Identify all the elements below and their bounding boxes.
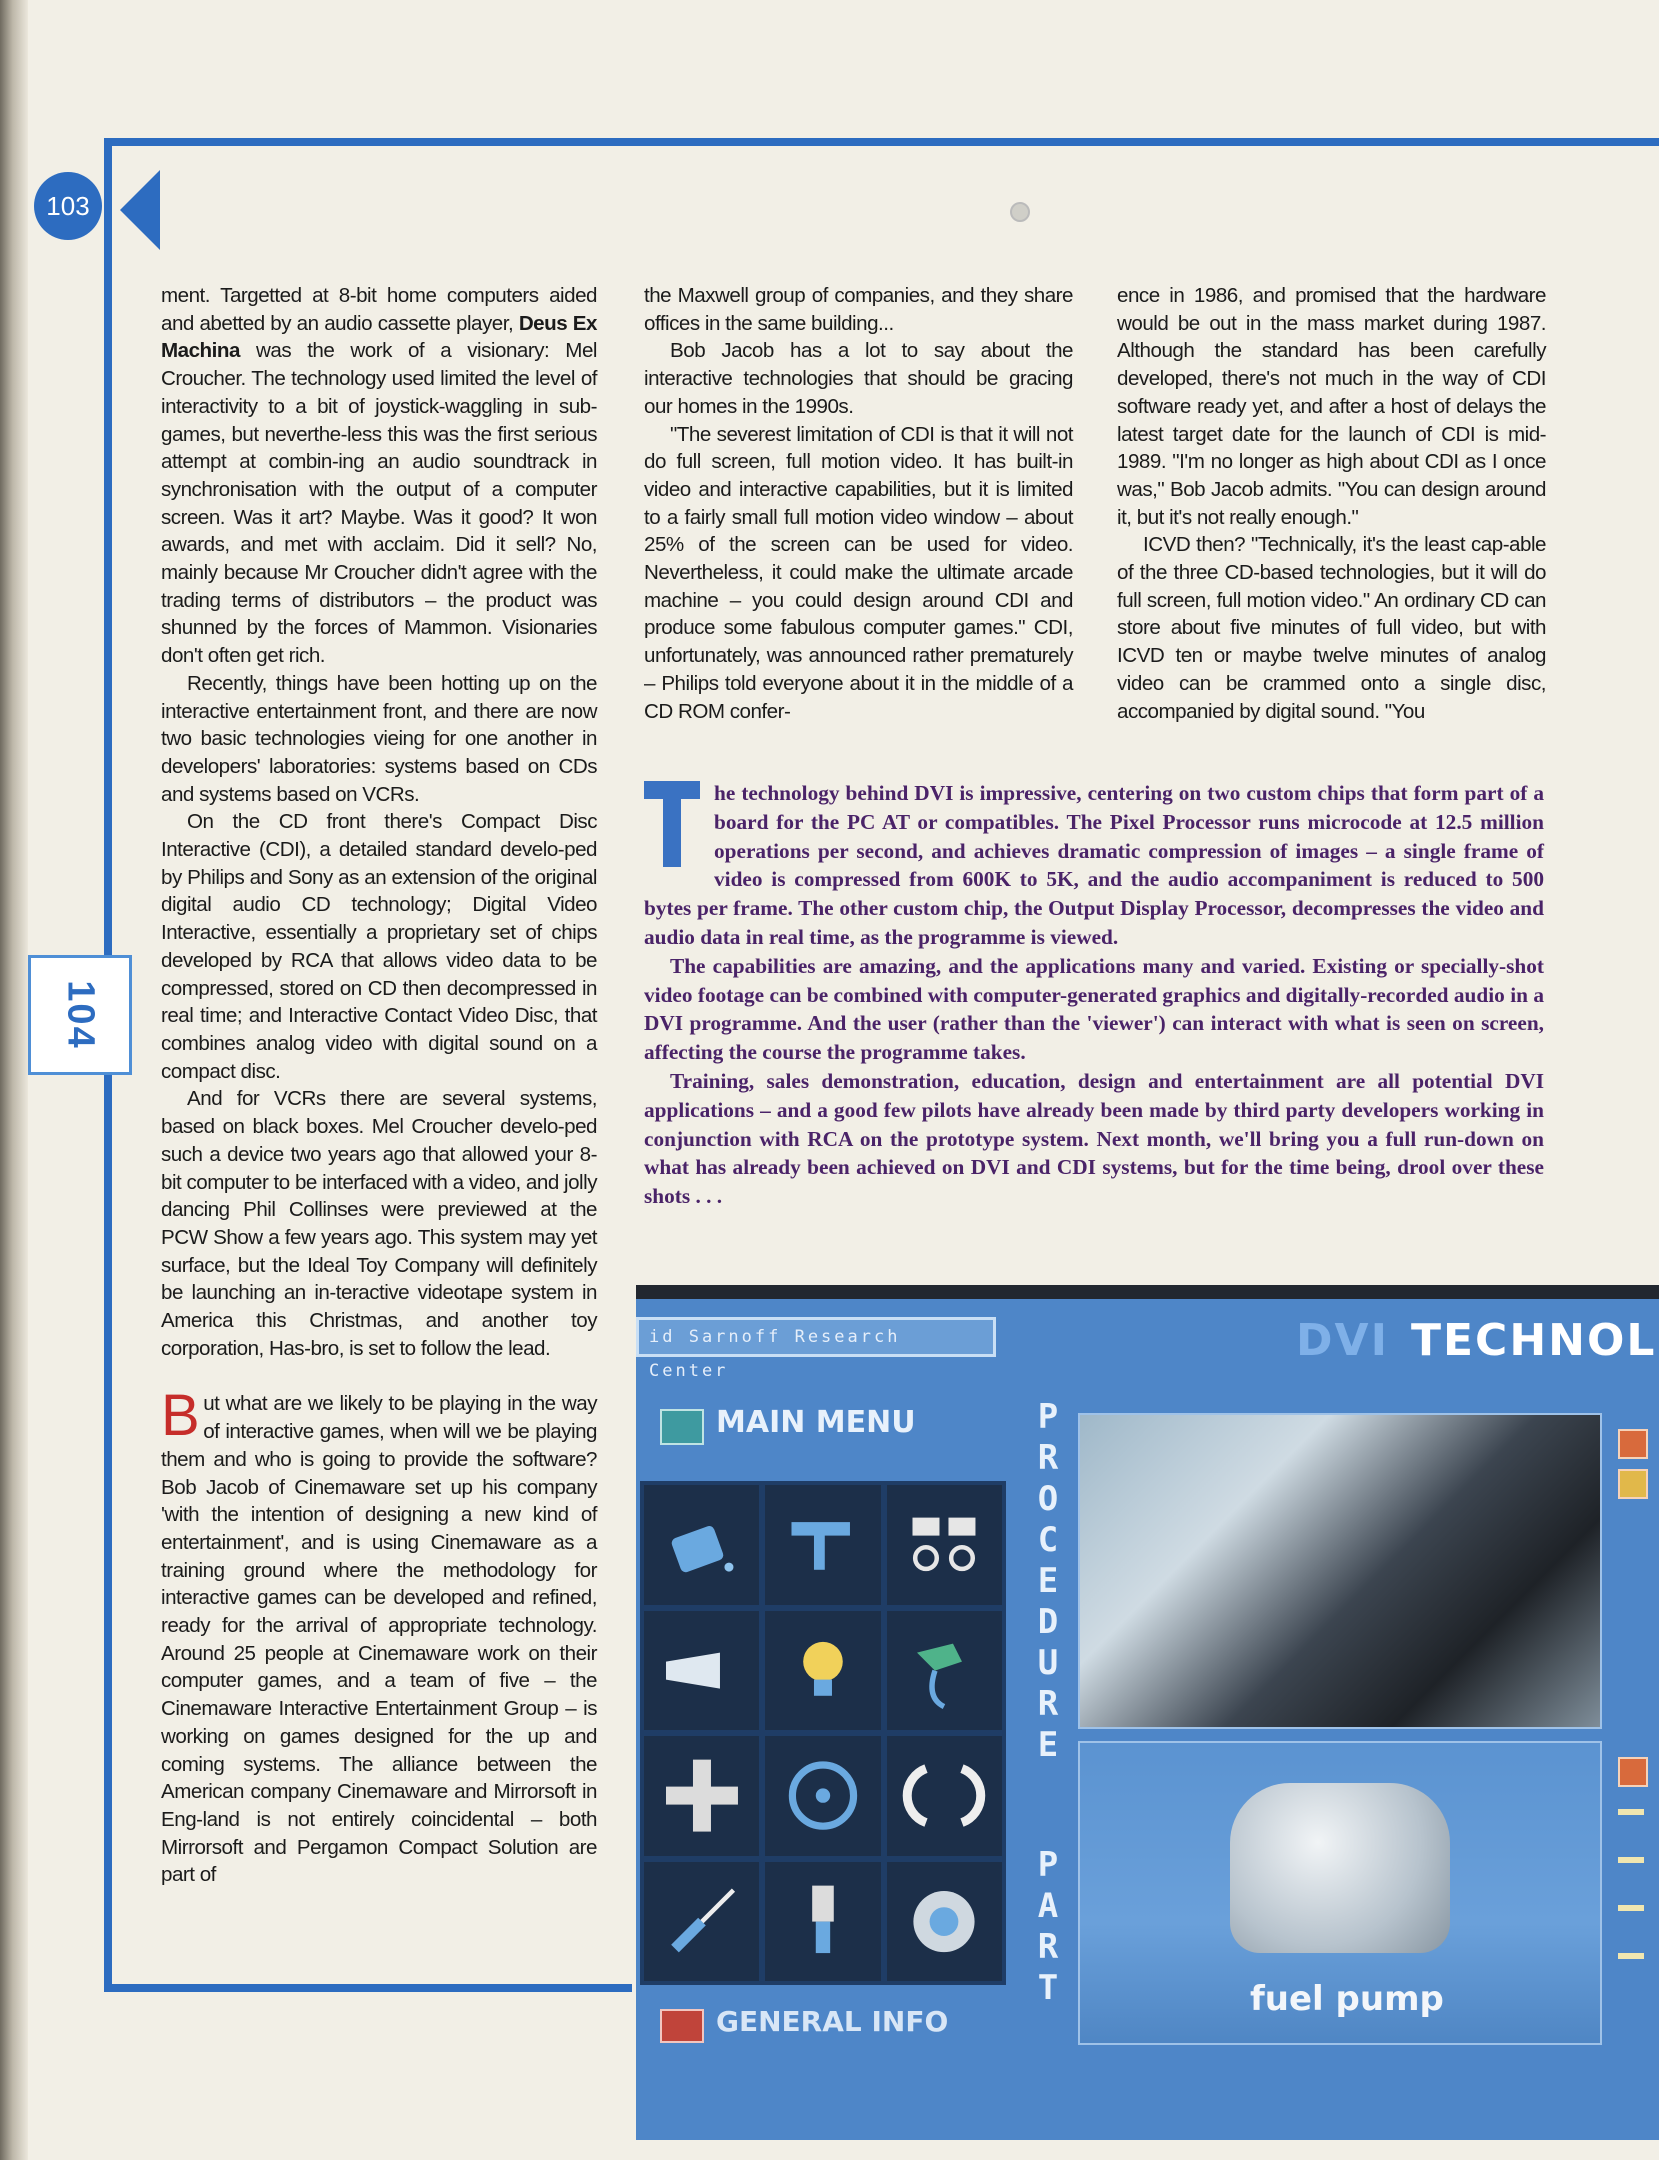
side-tick-4	[1618, 1953, 1644, 1959]
col2-paragraph-3: "The severest limitation of CDI is that it will not do full screen, full motion video. It has built-in video and interactive capabilities, but it is limited to a fairly small full motion video window – about 25% of the screen can be used for video. Nevertheless, it could make the ultimate arcade machine – you could design around CDI and produce some fabulous computer games." CDI, unfortunately, was announced rather prematurely – Philips told everyone about it in the middle of a CD ROM confer-	[644, 422, 1073, 723]
side-control-red-2[interactable]	[1618, 1757, 1648, 1787]
part-video-frame	[1078, 1741, 1602, 2045]
col1-paragraph-1: ment. Targetted at 8-bit home computers aided and abetted by an audio cassette player, Deus Ex Machina was the work of a visionary: Mel Croucher. The technology used limited the level of interactivity to a bit of joystick-waggling in sub-games, but neverthe-less this was the first serious attempt at combin-ing an audio soundtrack in synchronisation with the output of a computer screen. Was it art? Maybe. Was it good? It won awards, and met with acclaim. Did it sell? No, mainly because Mr Croucher didn't agree with the trading terms of distributors – the product was shunned by the forces of Mammon. Visionaries don't often get rich.	[161, 284, 597, 668]
col1-paragraph-4: And for VCRs there are several systems, based on black boxes. Mel Croucher develo-ped such a device two years ago that allowed your 8-bit computer to be interfaced with a video, and jolly dancing Phil Collinses were previewed at the PCW Show a few years ago. This system may yet surface, but the Ideal Toy Company will definitely be launching an in-teractive videotape system in America this Christmas, and another toy corporation, Has-bro, is set to follow the lead.	[161, 1087, 597, 1360]
tube-icon	[657, 1624, 747, 1717]
col2-paragraph-2: Bob Jacob has a lot to say about the interactive technologies that should be gracing our homes in the 1990s.	[644, 339, 1073, 418]
general-info-button[interactable]	[648, 1999, 1008, 2049]
side-tick-2	[1618, 1857, 1644, 1863]
dvi-screenshot	[636, 1285, 1659, 2140]
fuel-pump-image	[1230, 1783, 1450, 1953]
grid-cell[interactable]	[765, 1736, 880, 1856]
grid-cell[interactable]	[644, 1862, 759, 1982]
left-arrow-icon	[120, 170, 160, 250]
tool-icon-grid	[640, 1481, 1006, 1985]
page-number-right: 104	[59, 980, 102, 1050]
box-paragraph-1: he technology behind DVI is impressive, centering on two custom chips that form part of a board for the PC AT or compatibles. The Pixel Processor runs microcode at 12.5 million operations per second, and achieves dramatic compression of images – a single frame of video is compressed from 600K to 5K, and the audio accompaniment is reduced to 500 bytes per frame. The other custom chip, the Output Display Processor, decompresses the video and audio data in real time, as the programme is viewed.	[644, 781, 1544, 949]
col3-paragraph-1: ence in 1986, and promised that the hardware would be out in the mass market during 1987. Although the standard has been carefully developed, there's not much in the way of CDI software ready yet, and after a host of delays the latest target date for the launch of CDI is mid-1989. "I'm no longer as high about CDI as I once was," Bob Jacob admits. "You can design around it, but it's not really enough."	[1117, 284, 1546, 529]
side-tick-3	[1618, 1905, 1644, 1911]
spark-plug-icon	[778, 1875, 868, 1968]
main-menu-label: MAIN MENU	[716, 1405, 916, 1440]
bulb-icon	[778, 1624, 868, 1717]
box-paragraph-3: Training, sales demonstration, education, design and entertainment are all potential DVI applications – and a good few pilots have already been made by third party developers working in conjunction with RCA on the prototype system. Next month, we'll bring you a full run-down on what has already been achieved on DVI and CDI systems, but for the time being, drool over these shots . . .	[644, 1068, 1544, 1209]
procedure-vertical-label: P R O C E D U R E	[1037, 1397, 1059, 1765]
frame-top-rule	[104, 138, 1659, 146]
part-name-label: fuel pump	[1250, 1979, 1444, 2019]
cross-joint-icon	[657, 1749, 747, 1842]
grid-cell[interactable]	[644, 1736, 759, 1856]
grid-cell[interactable]	[765, 1485, 880, 1605]
grid-cell[interactable]	[765, 1862, 880, 1982]
disc-icon	[899, 1875, 989, 1968]
menu-square-icon	[660, 1409, 704, 1445]
col3-paragraph-2: ICVD then? "Technically, it's the least cap-able of the three CD-based technologies, but it will do full screen, full motion video." An ordinary CD can store about five minutes of full video, but with ICVD ten or maybe twelve minutes of analog video can be crammed onto a single disc, accompanied by digital sound. "You	[1117, 533, 1546, 723]
info-square-icon	[660, 2009, 704, 2043]
spray-gun-icon	[778, 1498, 868, 1591]
col1-paragraph-2: Recently, things have been hotting up on the interactive entertainment front, and there are now two basic technologies vieing for one another in developers' laboratories: systems based on CDs and systems based on VCRs.	[161, 671, 597, 806]
grid-cell[interactable]	[887, 1611, 1002, 1731]
drop-cap-t	[644, 781, 700, 867]
game-title: Deus Ex Machina	[161, 311, 597, 363]
grid-cell[interactable]	[887, 1485, 1002, 1605]
drop-cap-b: B	[161, 1383, 200, 1449]
grid-cell[interactable]	[765, 1611, 880, 1731]
col1-paragraph-3: On the CD front there's Compact Disc Interactive (CDI), a detailed standard develo-ped by Philips and Sony as an extension of the original digital audio CD technology; Digital Video Interactive, essentially a proprietary set of chips developed by RCA that allows video data to be compressed, stored on CD then decompressed in real time; and Interactive Contact Video Disc, that combines analog video with digital sound on a compact disc.	[161, 810, 597, 1083]
page-number-left: 103	[34, 172, 102, 240]
article-column-1	[161, 282, 597, 1889]
grid-cell[interactable]	[644, 1611, 759, 1731]
article-column-2	[644, 282, 1073, 725]
grid-cell[interactable]	[887, 1736, 1002, 1856]
side-tick-1	[1618, 1809, 1644, 1815]
dvi-technology-title: DVI TECHNOL	[1296, 1315, 1657, 1366]
sarnoff-label: id Sarnoff Research Center	[636, 1317, 996, 1357]
oil-can-icon	[657, 1498, 747, 1591]
fuel-nozzle-icon	[899, 1624, 989, 1717]
col1-paragraph-5: But what are we likely to be playing in the way of interactive games, when will we be playing them and who is going to provide the software? Bob Jacob of Cinemaware set up his company 'with the intention of designing a new kind of entertainment', and is using Cinemaware as a training ground where the methodology for interactive games can be developed and refined, ready for the arrival of appropriate technology. Around 25 people at Cinemaware work on their computer games, and a team of five – the Cinemaware Interactive Entertainment Group – is working on games designed for the up and coming systems. The alliance between the American company Cinemaware and Mirrorsoft in Eng-land is not entirely coincidental – both Mirrorsoft and Pergamon Compact Solution are part of	[161, 1383, 597, 1887]
brake-shoes-icon	[899, 1749, 989, 1842]
box-paragraph-2: The capabilities are amazing, and the applications many and varied. Existing or specially-shot video footage can be combined with computer-generated graphics and digitally-recorded audio in a DVI programme. And the user (rather than the 'viewer') can interact with what is seen on screen, affecting the course the programme takes.	[644, 953, 1544, 1065]
grid-cell[interactable]	[887, 1862, 1002, 1982]
col2-paragraph-1: the Maxwell group of companies, and they share offices in the same building...	[644, 284, 1073, 335]
steering-wheel-icon	[778, 1749, 868, 1842]
part-vertical-label: P A R T	[1037, 1845, 1059, 2008]
page-number-tab	[28, 955, 132, 1075]
screenshot-top-band	[636, 1285, 1659, 1299]
main-menu-header[interactable]	[648, 1395, 998, 1451]
decorative-dot	[1010, 202, 1030, 222]
procedure-video-frame	[1078, 1413, 1602, 1729]
side-control-yellow[interactable]	[1618, 1469, 1648, 1499]
general-info-label: GENERAL INFO	[716, 2005, 949, 2038]
article-column-3	[1117, 282, 1546, 725]
frame-bottom-rule	[104, 1984, 632, 1992]
screwdriver-icon	[657, 1875, 747, 1968]
binding-shadow	[0, 0, 28, 2160]
dvi-boxout	[644, 779, 1544, 1211]
pistons-icon	[899, 1498, 989, 1591]
side-control-red[interactable]	[1618, 1429, 1648, 1459]
grid-cell[interactable]	[644, 1485, 759, 1605]
